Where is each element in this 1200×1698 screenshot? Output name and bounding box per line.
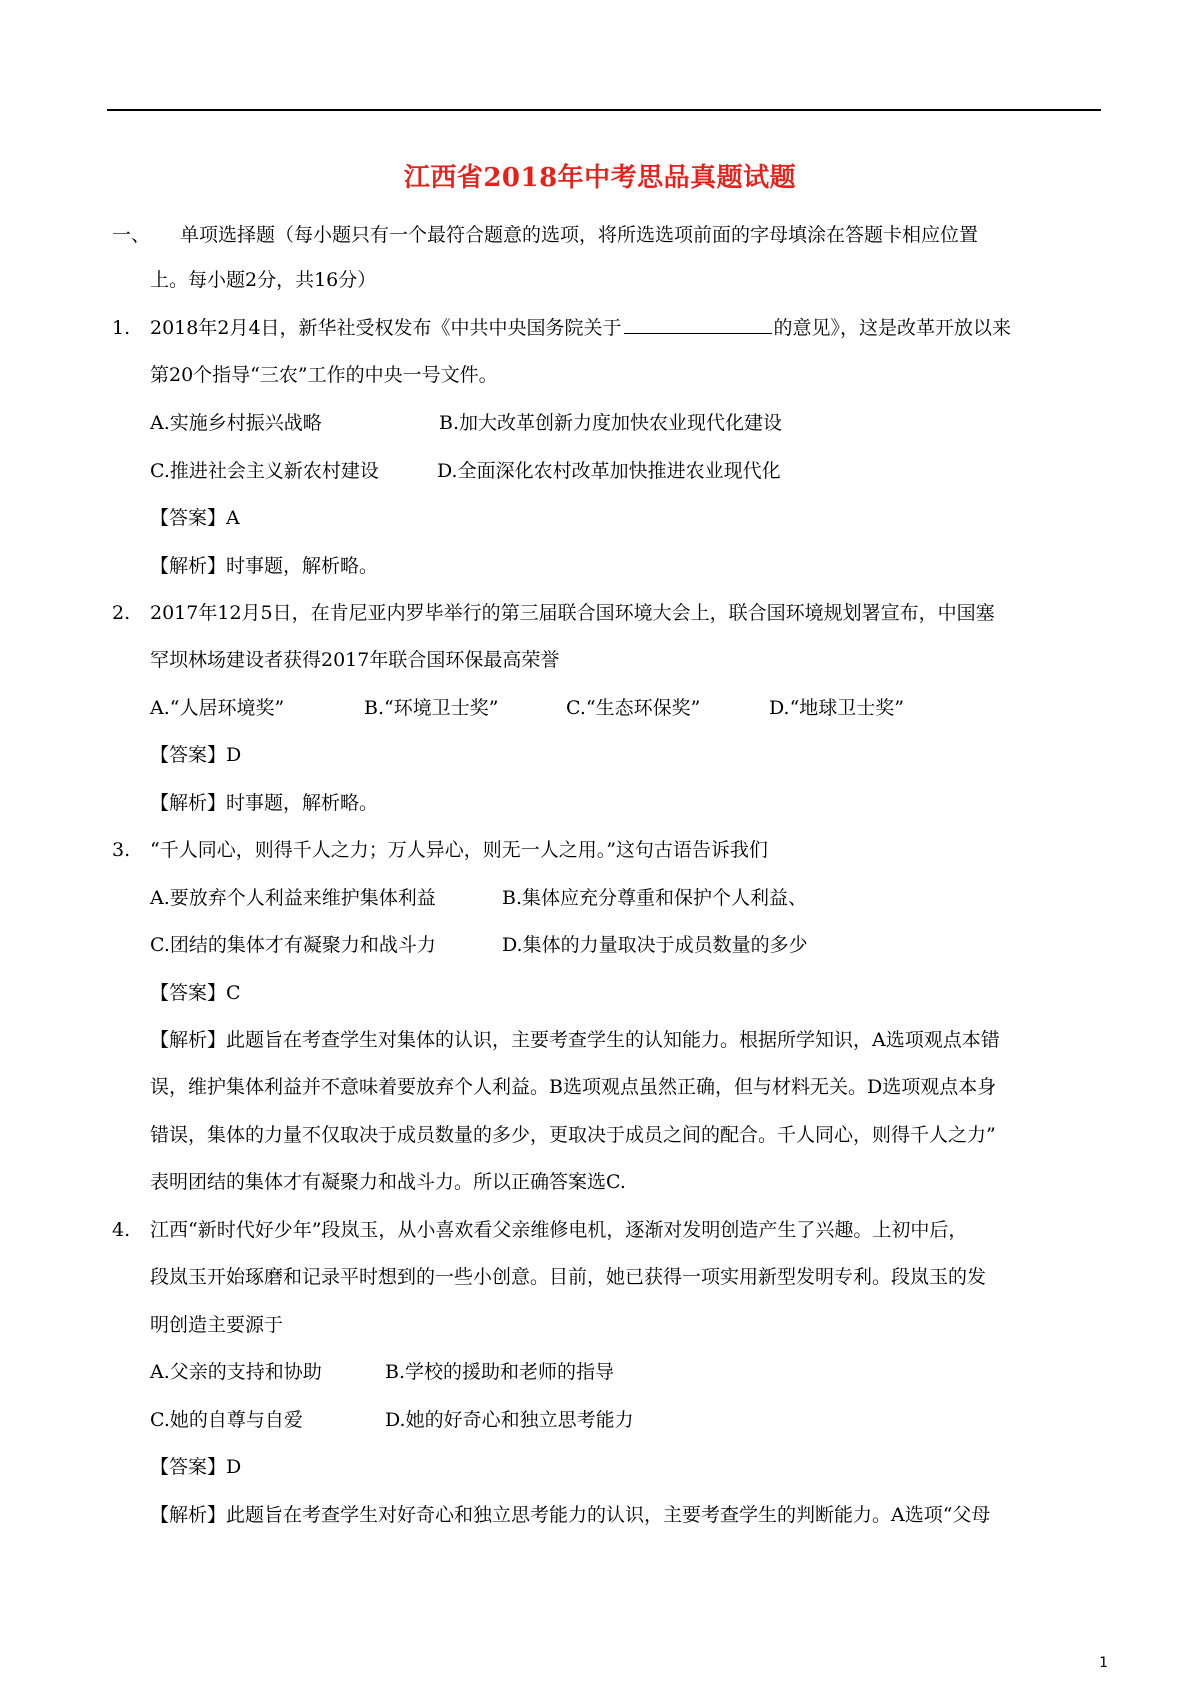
analysis-line1: 【解析】此题旨在考查学生对集体的认识，主要考查学生的认知能力。根据所学知识，A选项观点本错 xyxy=(150,1029,1000,1051)
question-4-stem-line2: 段岚玉开始琢磨和记录平时想到的一些小创意。目前，她已获得一项实用新型发明专利。段岚玉的发 xyxy=(150,1266,987,1288)
question-2-stem-line1: 2017年12月5日，在肯尼亚内罗毕举行的第三届联合国环境大会上，联合国环境规划署宣布，中国塞 xyxy=(150,602,995,624)
section-number: 一、 xyxy=(112,224,151,246)
answer: 【答案】D xyxy=(150,1456,242,1478)
analysis: 【解析】时事题，解析略。 xyxy=(150,555,379,577)
question-number: 1. xyxy=(112,317,131,339)
question-1-stem-part-a: 2018年2月4日，新华社受权发布《中共中央国务院关于 xyxy=(150,317,622,339)
option-b: B.加大改革创新力度加快农业现代化建设 xyxy=(439,412,783,434)
fill-in-blank xyxy=(624,315,772,334)
question-2-stem-line2: 罕坝林场建设者获得2017年联合国环保最高荣誉 xyxy=(150,649,560,671)
answer: 【答案】D xyxy=(150,744,242,766)
option-b: B.“环境卫士奖” xyxy=(364,697,499,719)
section-instruction-line1: 单项选择题（每小题只有一个最符合题意的选项，将所选选项前面的字母填涂在答题卡相应位置 xyxy=(180,224,979,246)
page-title: 江西省2018年中考思品真题试题 xyxy=(403,163,797,193)
option-d: D.全面深化农村改革加快推进农业现代化 xyxy=(437,460,781,482)
question-1-stem-line2: 第20个指导“三农”工作的中央一号文件。 xyxy=(150,364,498,386)
analysis-line3: 错误，集体的力量不仅取决于成员数量的多少，更取决于成员之间的配合。千人同心，则得千人之力” xyxy=(150,1124,996,1146)
answer: 【答案】A xyxy=(150,507,240,529)
analysis-line2: 误，维护集体利益并不意味着要放弃个人利益。B选项观点虽然正确，但与材料无关。D选项观点本身 xyxy=(150,1076,997,1098)
page-number: 1 xyxy=(1099,1655,1108,1671)
question-1-stem-part-b: 的意见》，这是改革开放以来 xyxy=(773,317,1012,339)
question-number: 2. xyxy=(112,602,131,624)
option-b: B.学校的援助和老师的指导 xyxy=(385,1361,615,1383)
question-number: 3. xyxy=(112,839,131,861)
option-a: A.父亲的支持和协助 xyxy=(150,1361,322,1383)
option-d: D.“地球卫士奖” xyxy=(769,697,905,719)
section-instruction-line2: 上。每小题2分，共16分） xyxy=(150,269,377,291)
answer: 【答案】C xyxy=(150,982,241,1004)
analysis-line1: 【解析】此题旨在考查学生对好奇心和独立思考能力的认识，主要考查学生的判断能力。A选项“父母 xyxy=(150,1504,991,1526)
question-1-stem-line1 xyxy=(150,315,1011,341)
option-d: D.她的好奇心和独立思考能力 xyxy=(385,1409,634,1431)
analysis: 【解析】时事题，解析略。 xyxy=(150,792,379,814)
question-4-stem-line3: 明创造主要源于 xyxy=(150,1314,284,1336)
option-c: C.团结的集体才有凝聚力和战斗力 xyxy=(150,934,436,956)
option-b: B.集体应充分尊重和保护个人利益、 xyxy=(502,887,808,909)
question-3-stem: “千人同心，则得千人之力；万人异心，则无一人之用。”这句古语告诉我们 xyxy=(150,839,768,861)
option-a: A.要放弃个人利益来维护集体利益 xyxy=(150,887,436,909)
question-number: 4. xyxy=(112,1219,131,1241)
header-rule xyxy=(107,109,1101,111)
analysis-line4: 表明团结的集体才有凝聚力和战斗力。所以正确答案选C. xyxy=(150,1171,626,1193)
question-4-stem-line1: 江西“新时代好少年”段岚玉，从小喜欢看父亲维修电机，逐渐对发明创造产生了兴趣。上初中后， xyxy=(150,1219,968,1241)
option-c: C.她的自尊与自爱 xyxy=(150,1409,303,1431)
option-d: D.集体的力量取决于成员数量的多少 xyxy=(502,934,808,956)
option-c: C.“生态环保奖” xyxy=(566,697,701,719)
option-a: A.“人居环境奖” xyxy=(150,697,285,719)
option-c: C.推进社会主义新农村建设 xyxy=(150,460,379,482)
option-a: A.实施乡村振兴战略 xyxy=(150,412,322,434)
